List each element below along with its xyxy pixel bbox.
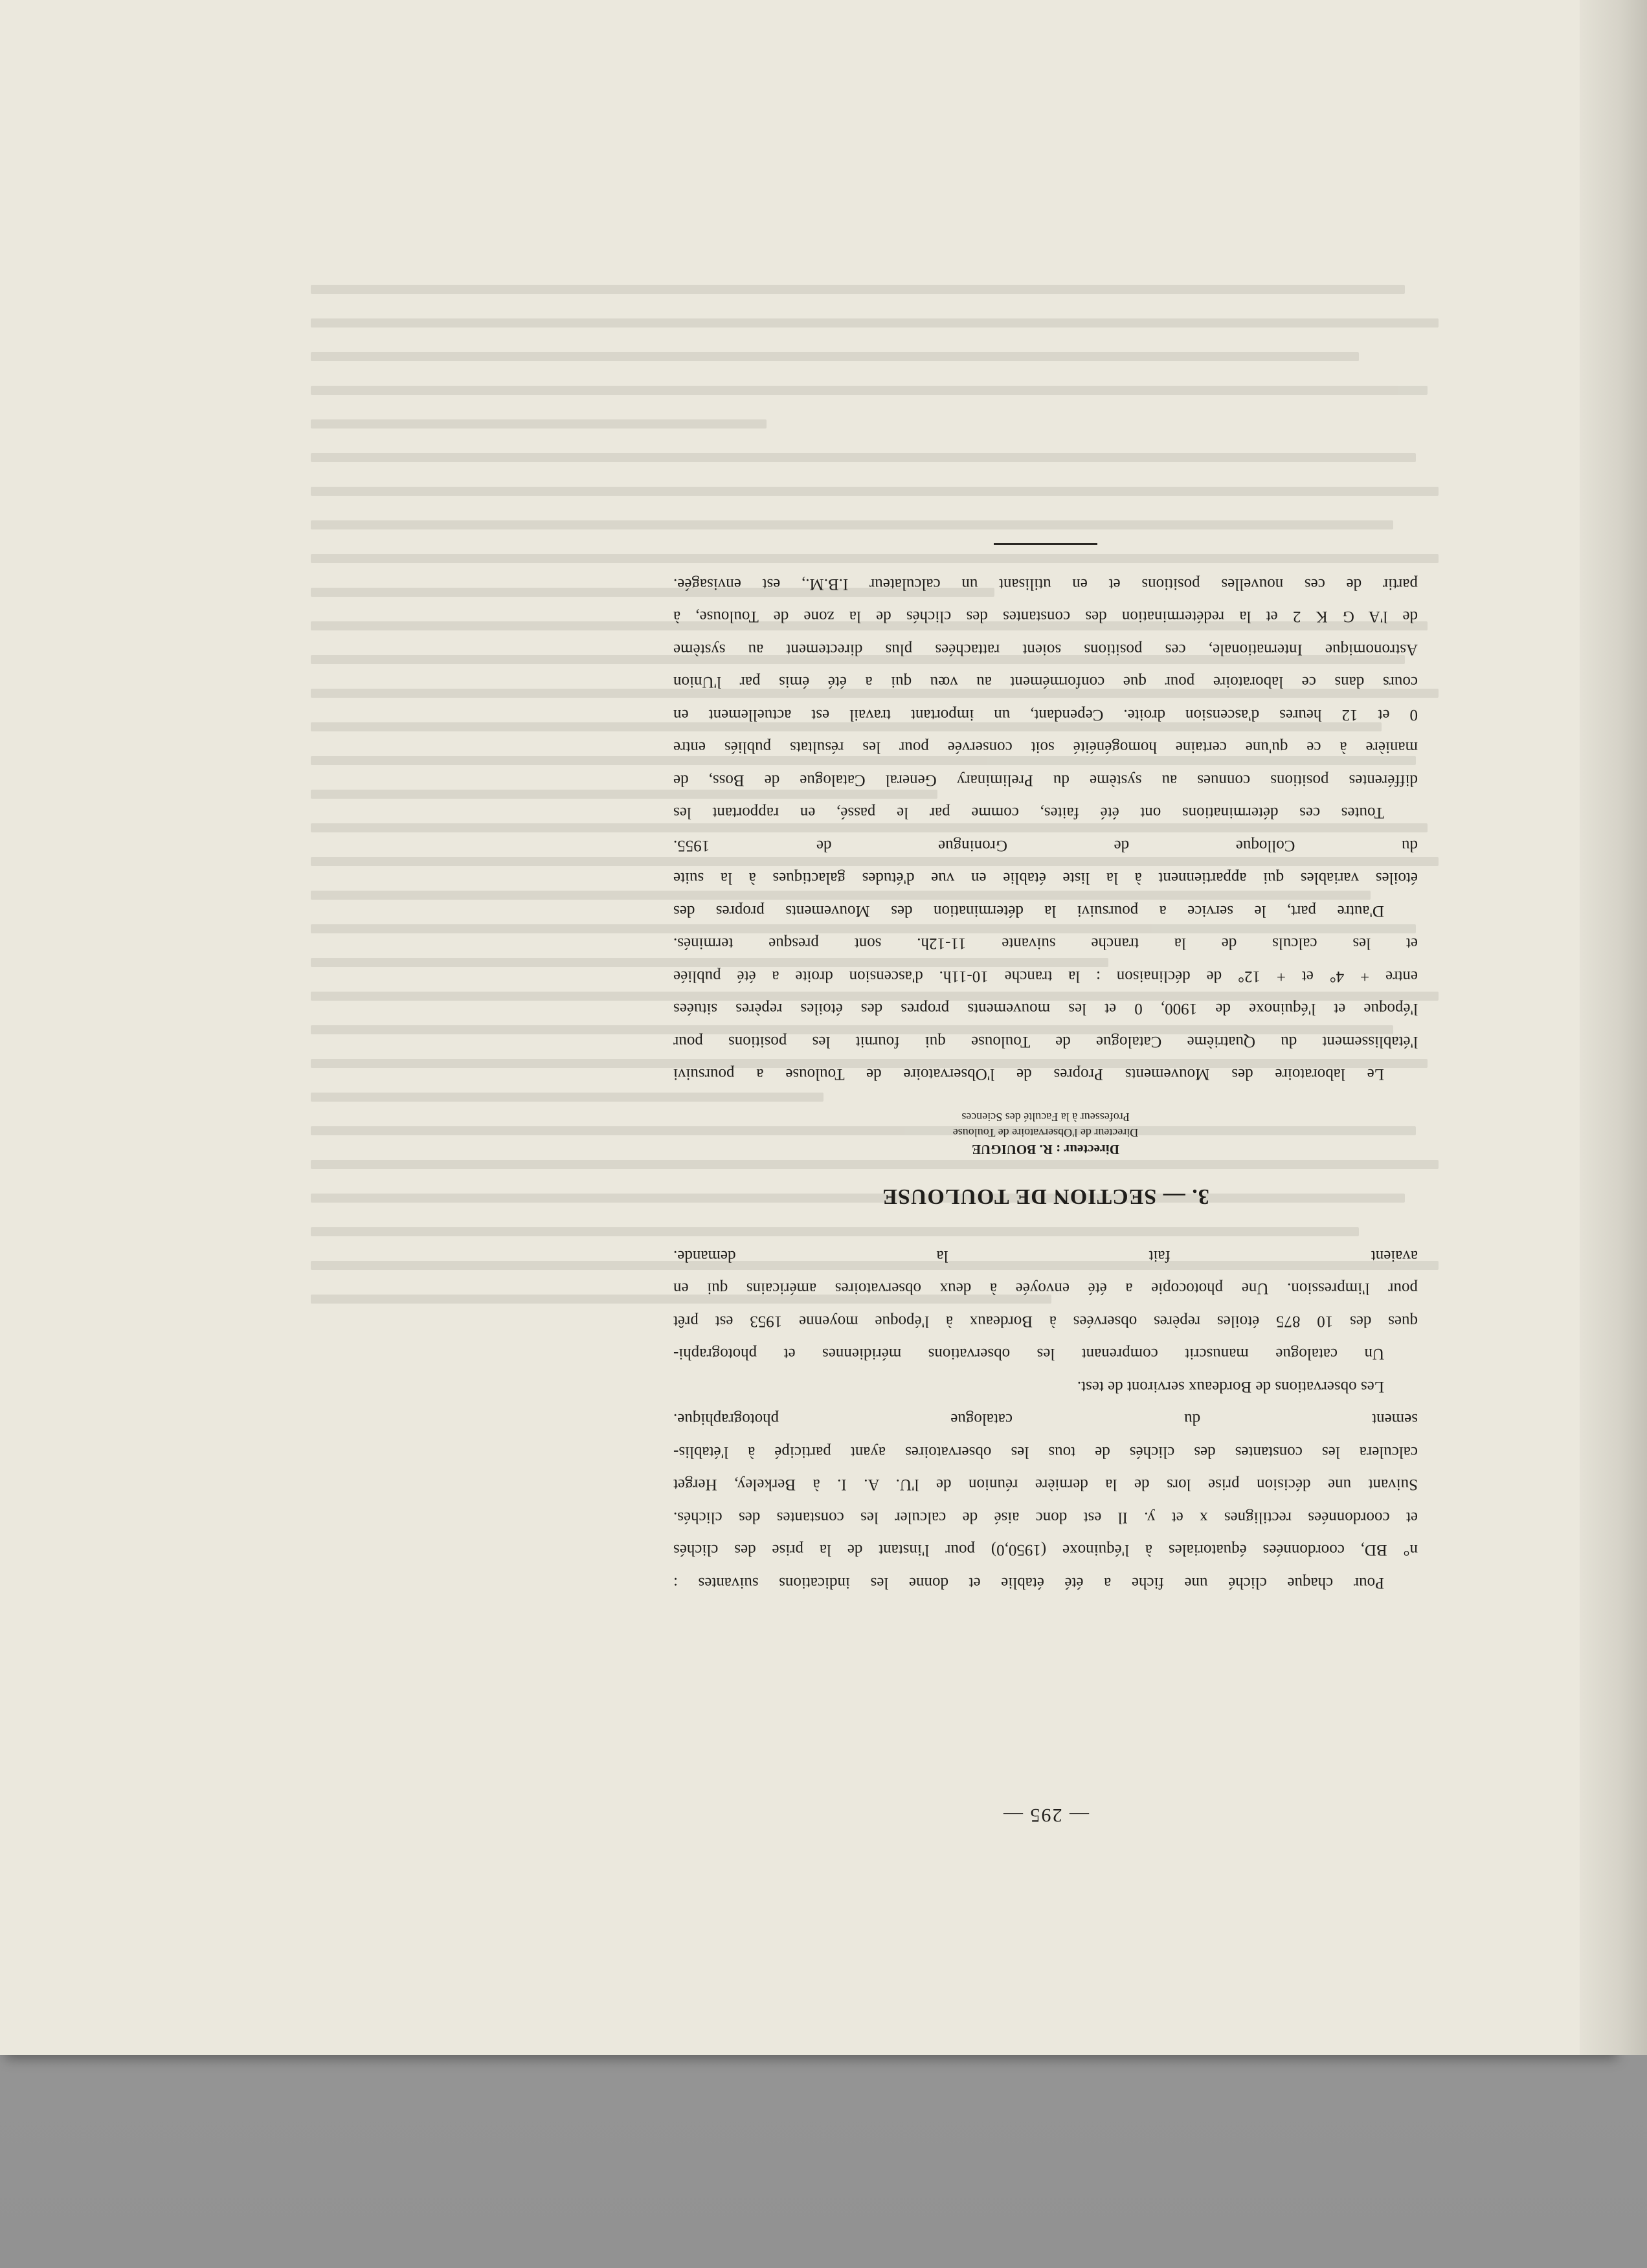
printed-page-rotated (194, 220, 1476, 1877)
paragraph-etoiles-variables: D'autre part, le service a poursuivi la détermination des Mouvements propres des étoiles variables qui appartiennent à la liste établie en vue d'études galactiques à la suite du Colloque de Groningue de 1955. (673, 837, 1418, 920)
section-title: 3. — SECTION DE TOULOUSE (882, 1184, 1209, 1209)
page-number: — 295 — (1002, 1805, 1089, 1826)
paragraph-catalogue-manuscrit: Un catalogue manuscrit comprenant les observations méridiennes et photographi- ques des 10 875 étoiles repères observées à Bordeaux à l'époque moyenne 1953 est prêt pour l'impression. Une photocopie a été envoyée à deux observatoires américains qui en avaient fait la demande. (673, 1247, 1418, 1363)
affiliation-faculte: Professeur à la Faculté des Sciences (961, 1111, 1130, 1124)
page-content (673, 520, 1418, 1829)
affiliations (673, 1110, 1418, 1141)
paragraph-bordeaux-test: Les observations de Bordeaux serviront de test. (1077, 1378, 1384, 1395)
director-line: Directeur : R. BOUIGUE (972, 1142, 1119, 1158)
paragraph-determinations: Toutes ces déterminations ont été faites, comme par le passé, en rapportant les différentes positions connues au système du Preliminary General Catalogue de Boss, de manière à ce qu'une certaine homogénéité soit conservée pour les résultats publiés entre 0 et 12 heures d'ascension droite. Cependant, un important travail est actuellement en cours dans ce laboratoire pour que conformément au vœu qui a été émis par l'Union Astronomique Internationale, ces positions soient rattachées plus directement au système de l'A G K 2 et la redétermination des constantes des clichés de la zone de Toulouse, à partir de ces nouvelles positions et en utilisant un calculateur I.B.M., est envisagée. (673, 575, 1418, 822)
closing-rule (994, 544, 1097, 546)
paragraph-laboratoire: Le laboratoire des Mouvements Propres de l'Observatoire de Toulouse a poursuivi l'établissement du Quatrième Catalogue de Toulouse qui fournit les positions pour l'époque et l'équinoxe de 1900, 0 et les mouvements propres des étoiles repères situées entre + 4° et + 12° de déclinaison : la tranche 10-11h. d'ascension droite a été publiée et les calculs de la tranche suivante 11-12h. sont presque terminés. (673, 935, 1418, 1084)
paragraph-cliche-fiche: Pour chaque cliché une fiche a été établie et donne les indications suivantes : n° BD, coordonnées équatoriales à l'équinoxe (1950,0) pour l'instant de la prise des clichés et coordonnées rectilignes x et y. Il est donc aisé de calculer les constantes des clichés. Suivant une décision prise lors de la dernière réunion de l'U. A. I. à Berkeley, Herget calculera les constantes des clichés de tous les observatoires ayant participé à l'établis- sement du catalogue photographique. (673, 1410, 1418, 1592)
paper-edge-shadow (1580, 0, 1647, 2055)
affiliation-observatoire: Directeur de l'Observatoire de Toulouse (952, 1126, 1139, 1140)
